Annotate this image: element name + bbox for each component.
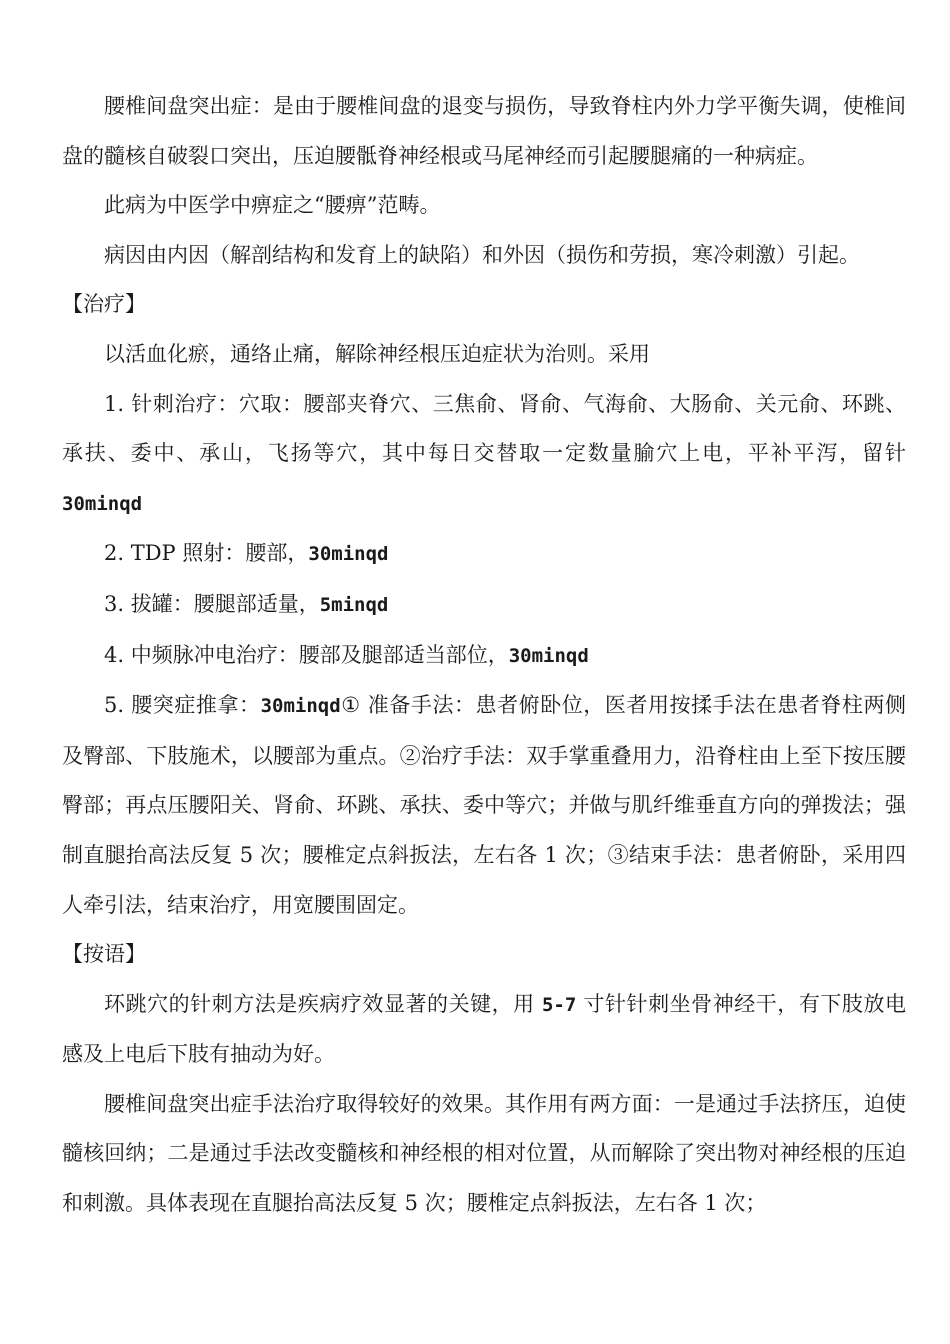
text-after: 寸针针刺坐骨神经干，有下肢放电感及上电后下肢有抽动为好。 — [62, 991, 906, 1067]
document-body — [62, 82, 906, 1229]
item-text: 4. 中频脉冲电治疗：腰部及腿部适当部位， — [104, 642, 509, 667]
treatment-item-acupuncture — [62, 380, 906, 530]
item-dose: 30minqd — [308, 543, 389, 566]
needle-length: 5-7 — [541, 993, 577, 1016]
item-text: 1. 针刺治疗：穴取：腰部夹脊穴、三焦俞、肾俞、气海俞、大肠俞、关元俞、环跳、承扶、委中、承山，飞扬等穴，其中每日交替取一定数量腧穴上电，平补平泻，留针 — [62, 391, 906, 466]
item-text: 2. TDP 照射：腰部， — [104, 541, 309, 566]
category-paragraph: 此病为中医学中痹症之“腰痹”范畴。 — [104, 193, 441, 218]
item-dose: 30minqd — [260, 695, 341, 718]
item-dose: 5minqd — [319, 593, 389, 616]
definition-paragraph: 腰椎间盘突出症：是由于腰椎间盘的退变与损伤，导致脊柱内外力学平衡失调，使椎间盘的髓核自破裂口突出，压迫腰骶脊神经根或马尾神经而引起腰腿痛的一种病症。 — [62, 94, 906, 168]
item-text: ① 准备手法：患者俯卧位，医者用按揉手法在患者脊柱两侧及臀部、下肢施术，以腰部为重点。②治疗手法：双手掌重叠用力，沿脊柱由上至下按压腰臀部；再点压腰阳关、肾俞、环跳、承扶、委中等穴；并做与肌纤维垂直方向的弹拨法；强制直腿抬高法反复 5 次；腰椎定点斜扳法，左右各 1 次；③结束手法：患者俯卧，采用四人牵引法，结束治疗，用宽腰围固定。 — [62, 693, 906, 917]
treatment-intro: 以活血化瘀，通络止痛，解除神经根压迫症状为治则。采用 — [104, 341, 650, 366]
text-before: 环跳穴的针刺方法是疾病疗效显著的关键，用 — [104, 991, 542, 1016]
notes-heading: 【按语】 — [62, 942, 146, 967]
treatment-item-electrotherapy — [62, 631, 906, 682]
item-prefix: 5. 腰突症推拿： — [104, 693, 261, 718]
treatment-item-cupping — [62, 580, 906, 631]
item-dose: 30minqd — [508, 644, 589, 667]
item-text: 3. 拔罐：腰腿部适量， — [104, 591, 320, 616]
treatment-item-massage — [62, 681, 906, 930]
treatment-item-tdp — [62, 529, 906, 580]
etiology-paragraph: 病因由内因（解剖结构和发育上的缺陷）和外因（损伤和劳损，寒冷刺激）引起。 — [104, 242, 860, 267]
treatment-heading: 【治疗】 — [62, 292, 146, 317]
notes-paragraph-acupoint — [62, 980, 906, 1080]
item-dose: 30minqd — [62, 492, 143, 515]
notes-paragraph-manipulation: 腰椎间盘突出症手法治疗取得较好的效果。其作用有两方面：一是通过手法挤压，迫使髓核回纳；二是通过手法改变髓核和神经根的相对位置，从而解除了突出物对神经根的压迫和刺激。具体表现在直腿抬高法反复 5 次；腰椎定点斜扳法，左右各 1 次； — [62, 1091, 906, 1216]
